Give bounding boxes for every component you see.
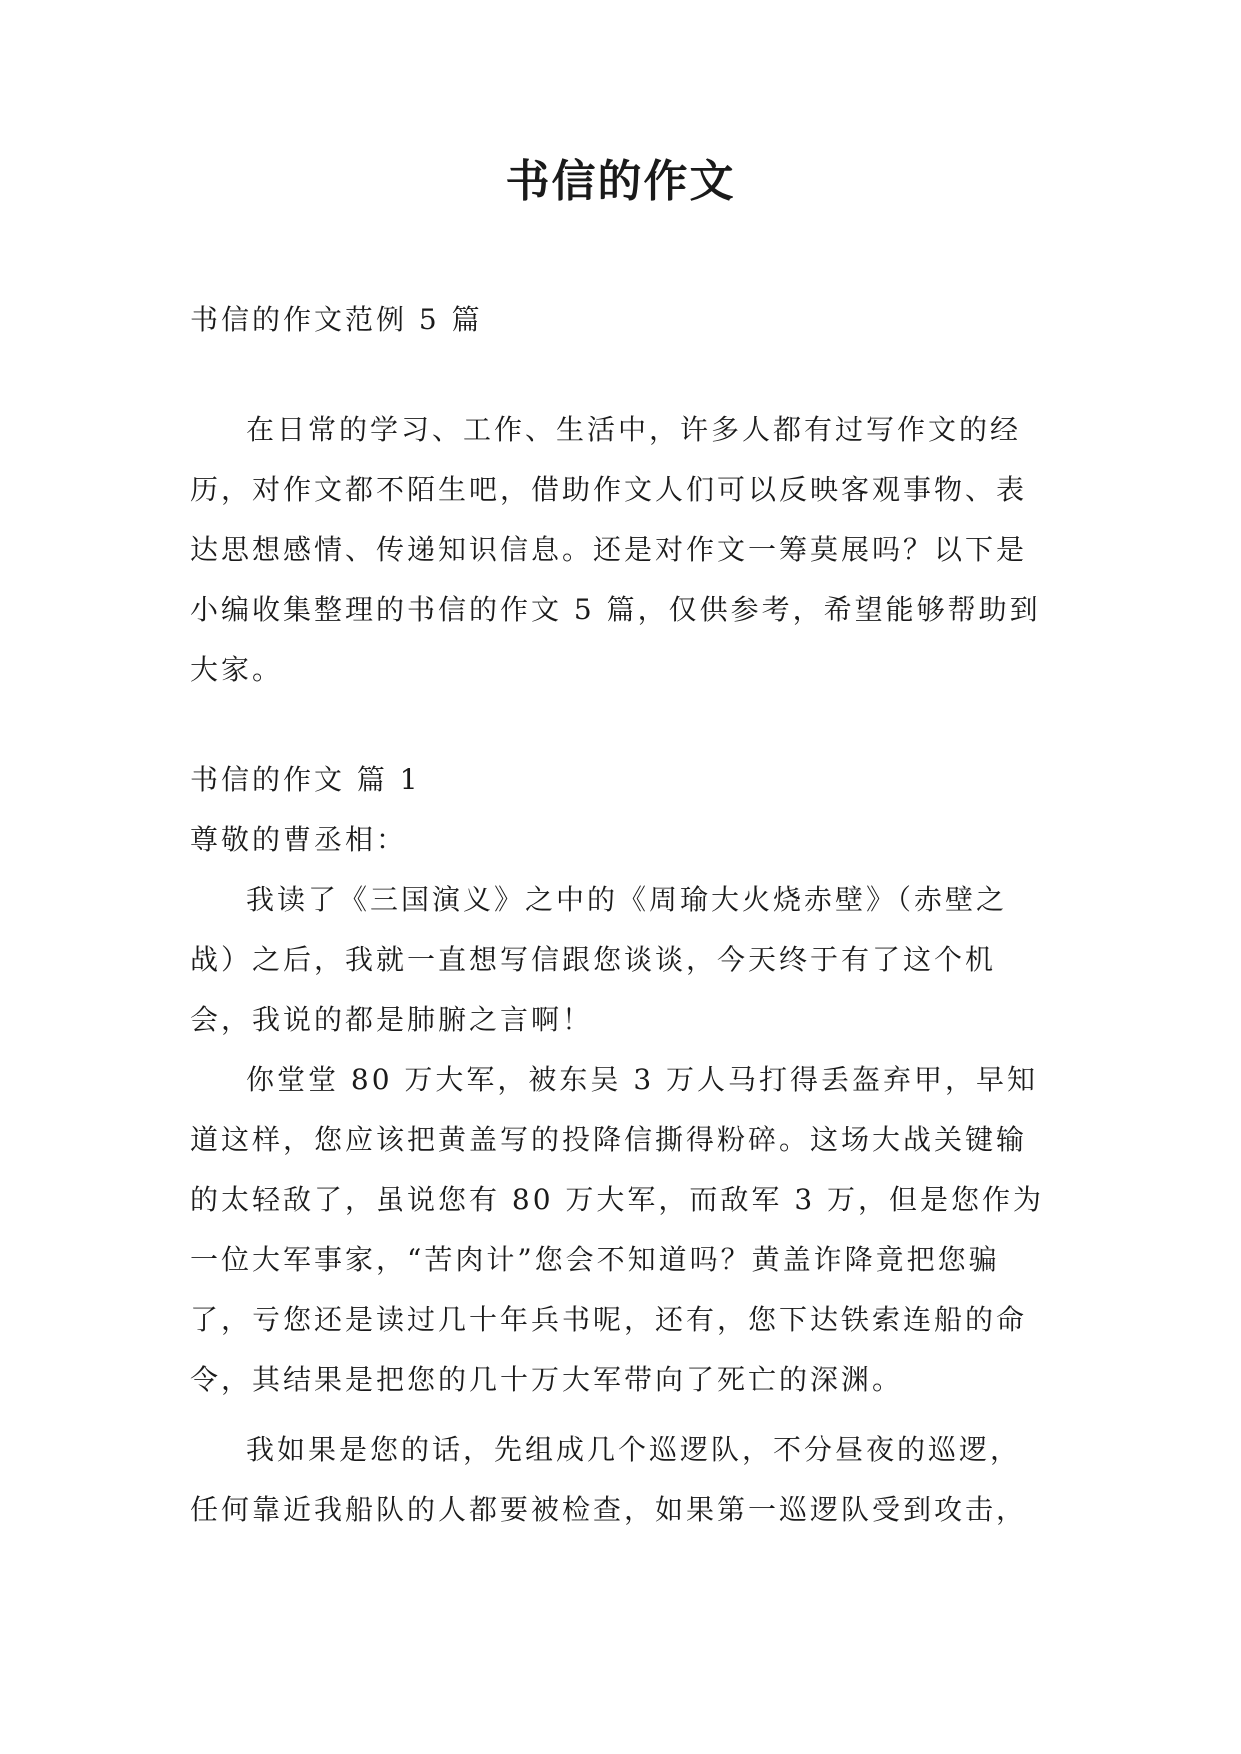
document-body <box>190 290 1050 1540</box>
letter-salutation: 尊敬的曹丞相： <box>190 823 408 856</box>
section-heading: 书信的作文 篇 1 <box>190 763 421 796</box>
body-paragraph-3: 我如果是您的话，先组成几个巡逻队，不分昼夜的巡逻，任何靠近我船队的人都要被检查，如果第一巡逻队受到攻击， <box>190 1433 1028 1526</box>
body-paragraph-2: 你堂堂 80 万大军，被东吴 3 万人马打得丢盔弃甲，早知道这样，您应该把黄盖写的投降信撕得粉碎。这场大战关键输的太轻敌了，虽说您有 80 万大军，而敌军 3 万，但是您作为一位大军事家，“苦肉计”您会不知道吗？黄盖诈降竟把您骗了，亏您还是读过几十年兵书呢，还有，您下达铁索连船的命令，其结果是把您的几十万大军带向了死亡的深渊。 <box>190 1063 1045 1396</box>
intro-paragraph: 在日常的学习、工作、生活中，许多人都有过写作文的经历，对作文都不陌生吧，借助作文人们可以反映客观事物、表达思想感情、传递知识信息。还是对作文一筹莫展吗？以下是小编收集整理的书信的作文 5 篇，仅供参考，希望能够帮助到大家。 <box>190 413 1041 686</box>
document-title: 书信的作文 <box>505 156 736 207</box>
document-subtitle: 书信的作文范例 5 篇 <box>190 303 483 336</box>
body-paragraph-1: 我读了《三国演义》之中的《周瑜大火烧赤壁》（赤壁之战）之后，我就一直想写信跟您谈谈，今天终于有了这个机会，我说的都是肺腑之言啊！ <box>190 883 1008 1036</box>
